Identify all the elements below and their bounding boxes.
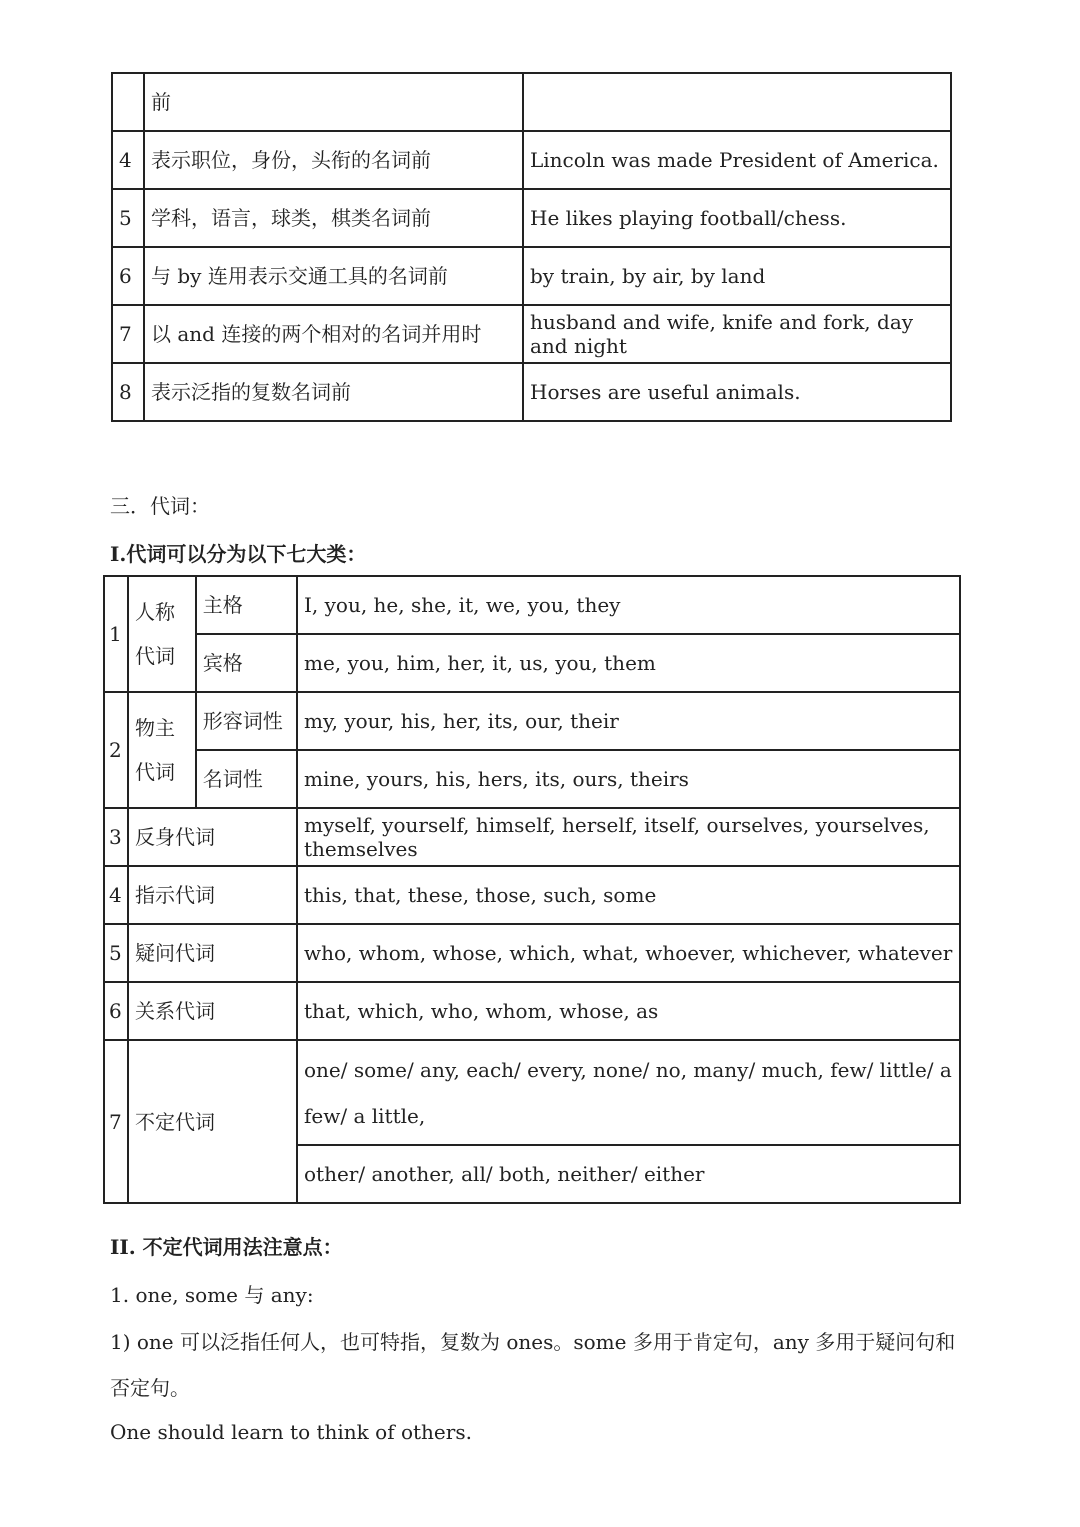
category-line: 代词 — [135, 644, 175, 668]
article-usage-table — [111, 72, 952, 422]
table-row — [104, 576, 960, 634]
row-number: 7 — [104, 1040, 128, 1203]
paragraph-line: 1) one 可以泛指任何人，也可特指，复数为 ones。some 多用于肯定句，any 多用于疑问句和 — [110, 1330, 956, 1354]
usage-rule: 前 — [144, 73, 523, 131]
section-heading: 三．代词： — [110, 494, 210, 518]
category-line: 人称 — [135, 600, 175, 624]
pronoun-categories-heading: I.代词可以分为以下七大类： — [110, 542, 367, 566]
row-number — [112, 73, 144, 131]
category-label: 关系代词 — [128, 982, 297, 1040]
table-row — [104, 866, 960, 924]
usage-example: Horses are useful animals. — [523, 363, 951, 421]
table-row — [104, 808, 960, 866]
usage-example: by train, by air, by land — [523, 247, 951, 305]
table-row — [112, 73, 951, 131]
subcategory-label: 主格 — [196, 576, 297, 634]
category-label: 疑问代词 — [128, 924, 297, 982]
category-label: 反身代词 — [128, 808, 297, 866]
table-row — [104, 982, 960, 1040]
row-number: 4 — [112, 131, 144, 189]
usage-rule: 与 by 连用表示交通工具的名词前 — [144, 247, 523, 305]
table-row — [104, 692, 960, 750]
row-number: 7 — [112, 305, 144, 363]
pronoun-words: mine, yours, his, hers, its, ours, theirs — [297, 750, 960, 808]
indefinite-pronoun-notes-heading: II. 不定代词用法注意点： — [110, 1235, 343, 1259]
row-number: 4 — [104, 866, 128, 924]
row-number: 8 — [112, 363, 144, 421]
paragraph-line: 否定句。 — [110, 1376, 190, 1400]
table-row — [104, 750, 960, 808]
row-number: 5 — [112, 189, 144, 247]
pronoun-words: other/ another, all/ both, neither/ either — [297, 1145, 960, 1203]
row-number: 5 — [104, 924, 128, 982]
row-number: 3 — [104, 808, 128, 866]
pronoun-words: I, you, he, she, it, we, you, they — [297, 576, 960, 634]
table-row — [112, 247, 951, 305]
category-personal-pronoun — [128, 576, 196, 692]
pronoun-words: me, you, him, her, it, us, you, them — [297, 634, 960, 692]
table-row — [112, 189, 951, 247]
category-label: 指示代词 — [128, 866, 297, 924]
usage-example: He likes playing football/chess. — [523, 189, 951, 247]
category-line: 代词 — [135, 760, 175, 784]
usage-example: Lincoln was made President of America. — [523, 131, 951, 189]
row-number: 6 — [112, 247, 144, 305]
table-row — [104, 1040, 960, 1145]
pronoun-words: my, your, his, her, its, our, their — [297, 692, 960, 750]
subcategory-label: 宾格 — [196, 634, 297, 692]
row-number: 1 — [104, 576, 128, 692]
point-heading: 1. one, some 与 any: — [110, 1283, 314, 1307]
pronoun-words: that, which, who, whom, whose, as — [297, 982, 960, 1040]
subcategory-label: 形容词性 — [196, 692, 297, 750]
example-sentence: One should learn to think of others. — [110, 1420, 472, 1444]
pronoun-words: this, that, these, those, such, some — [297, 866, 960, 924]
table-row — [104, 924, 960, 982]
pronoun-categories-table — [103, 575, 961, 1204]
category-possessive-pronoun — [128, 692, 196, 808]
table-row — [112, 131, 951, 189]
usage-example: husband and wife, knife and fork, day and night — [523, 305, 951, 363]
table-row — [112, 363, 951, 421]
row-number: 6 — [104, 982, 128, 1040]
category-line: 物主 — [135, 716, 175, 740]
row-number: 2 — [104, 692, 128, 808]
table-row — [112, 305, 951, 363]
pronoun-words: one/ some/ any, each/ every, none/ no, many/ much, few/ little/ a few/ a little, — [297, 1040, 960, 1145]
usage-rule: 学科，语言，球类，棋类名词前 — [144, 189, 523, 247]
usage-rule: 表示泛指的复数名词前 — [144, 363, 523, 421]
usage-example — [523, 73, 951, 131]
usage-rule: 表示职位，身份，头衔的名词前 — [144, 131, 523, 189]
usage-rule: 以 and 连接的两个相对的名词并用时 — [144, 305, 523, 363]
pronoun-words: myself, yourself, himself, herself, itself, ourselves, yourselves, themselves — [297, 808, 960, 866]
table-row — [104, 634, 960, 692]
pronoun-words: who, whom, whose, which, what, whoever, whichever, whatever — [297, 924, 960, 982]
category-label: 不定代词 — [128, 1040, 297, 1203]
subcategory-label: 名词性 — [196, 750, 297, 808]
